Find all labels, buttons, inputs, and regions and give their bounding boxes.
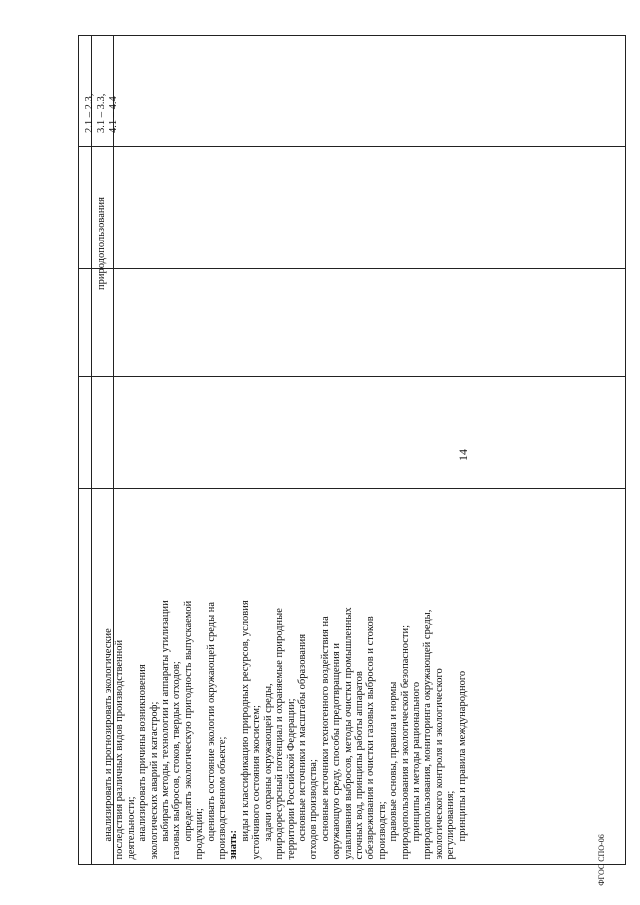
footer-label: ФГОС СПО-06 xyxy=(597,834,606,886)
competency-codes-cell xyxy=(84,37,124,133)
text-line: знать: xyxy=(228,830,240,860)
text-line: сточных вод, принципы работы аппаратов xyxy=(353,671,365,860)
text-line: оценивать состояние экологии окружающей среды на xyxy=(205,601,217,842)
competency-code: 3.1 – 3.3, xyxy=(96,93,107,133)
text-line: природоресурсный потенциал и охраняемые природные xyxy=(274,608,286,860)
text-line: производственном объекте; xyxy=(217,736,229,860)
text-line: природопользования, мониторинга окружающей среды, xyxy=(422,609,434,860)
knowledge-skills-cell xyxy=(103,515,523,860)
text-line: анализировать и прогнозировать экологические xyxy=(103,628,114,842)
page-number: 14 xyxy=(456,449,470,461)
column-divider xyxy=(79,488,625,489)
text-line: экологических аварий и катастроф; xyxy=(148,701,160,860)
text-line: территории Российской Федерации; xyxy=(285,698,297,860)
competency-code: 4.1 – 4.4 xyxy=(108,96,119,133)
text-line: анализировать причины возникновения xyxy=(137,664,149,842)
column-divider xyxy=(79,146,625,147)
text-line: принципы и методы рационального xyxy=(410,681,422,842)
text-line: обезвреживания и очистки газовых выбросов и стоков xyxy=(365,616,377,860)
text-line: виды и классификацию природных ресурсов, условия xyxy=(239,600,251,842)
text-line: газовых выбросов, стоков, твердых отходов; xyxy=(171,661,183,860)
text-line: регулирования; xyxy=(445,790,457,860)
text-line: основные источники техногенного воздействия на xyxy=(319,616,331,842)
text-line: продукции; xyxy=(194,808,206,860)
discipline-name-cell: природопользования xyxy=(96,197,107,290)
text-line: деятельности; xyxy=(125,796,137,860)
text-line: природопользования и экологической безопасности; xyxy=(399,624,411,860)
text-line: выбирать методы, технологии и аппараты утилизации xyxy=(160,600,172,842)
competency-code: 2.1 – 2.3, xyxy=(84,93,95,133)
text-line: последствия различных видов производственной xyxy=(114,639,126,860)
text-line: улавливания выбросов, методы очистки промышленных xyxy=(342,607,354,860)
text-line: задачи охраны окружающей среды, xyxy=(262,683,274,842)
text-line: отходов производства; xyxy=(308,759,320,860)
text-line: устойчивого состояния экосистем; xyxy=(251,705,263,860)
text-line: принципы и правила международного xyxy=(456,670,468,842)
text-line: экологического контроля и экологического xyxy=(433,668,445,860)
text-line: определять экологическую пригодность выпускаемой xyxy=(182,600,194,842)
row-divider xyxy=(91,36,92,864)
text-line: правовые основы, правила и нормы xyxy=(388,681,400,842)
column-divider xyxy=(79,268,625,269)
text-line: основные источники и масштабы образования xyxy=(296,633,308,842)
text-line: окружающую среду, способы предотвращения и xyxy=(331,643,343,860)
column-divider xyxy=(79,376,625,377)
text-line: производств; xyxy=(376,801,388,860)
